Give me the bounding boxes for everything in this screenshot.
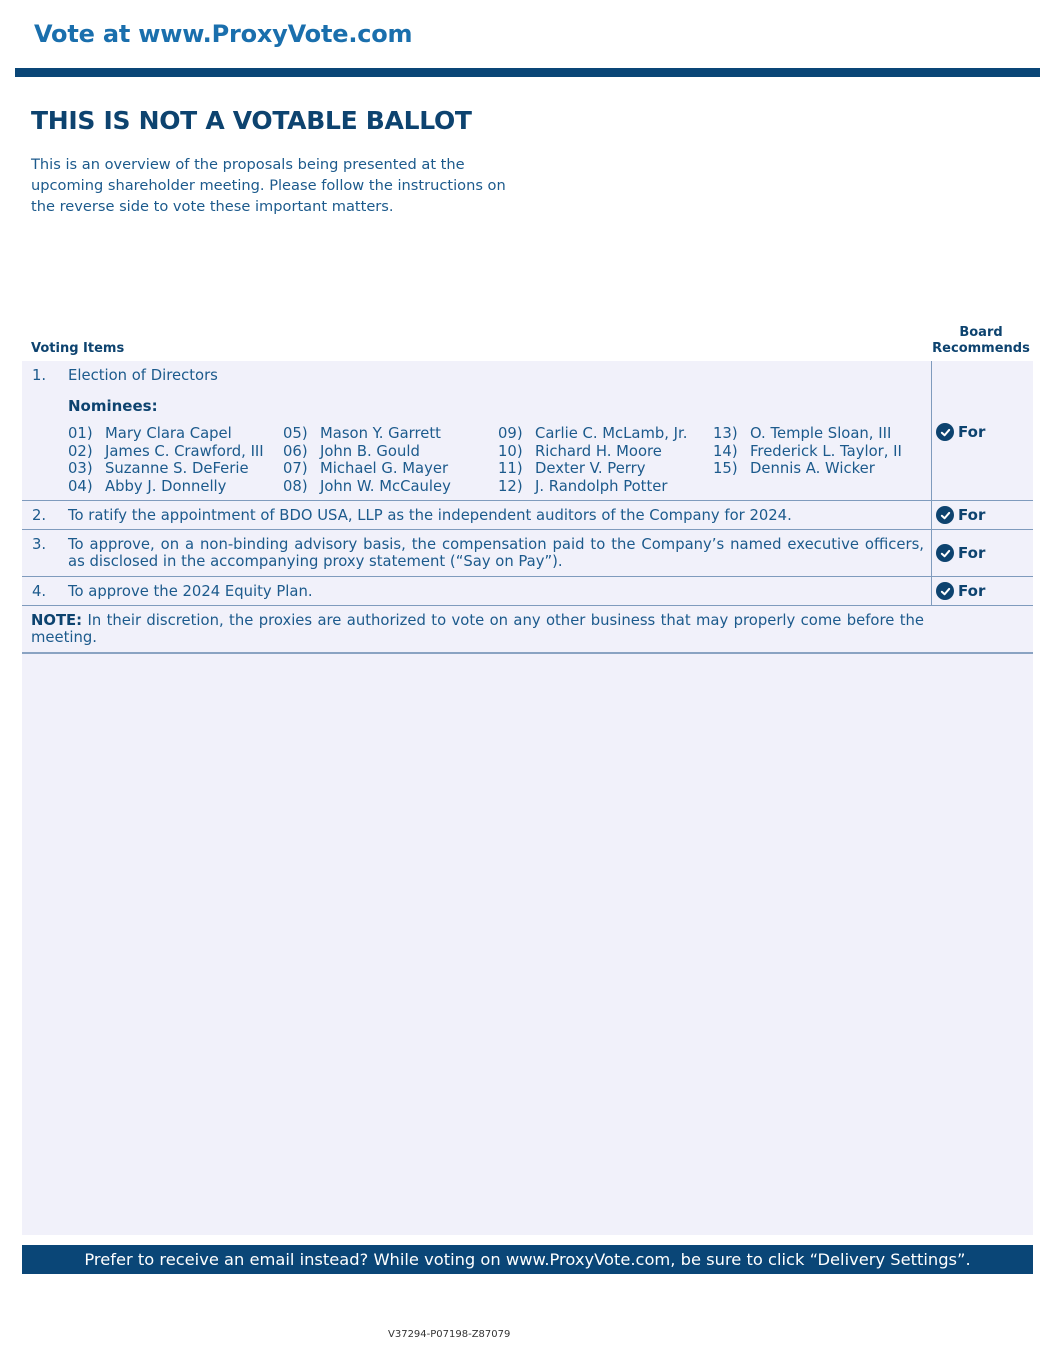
nominee-item: 14) Frederick L. Taylor, II bbox=[713, 442, 902, 460]
recommendation-label: For bbox=[958, 582, 986, 600]
proposal-text: To ratify the appointment of BDO USA, LLP as the independent auditors of the Company for 2024. bbox=[68, 507, 792, 524]
nominee-item: 05) Mason Y. Garrett bbox=[283, 425, 441, 442]
proposal-number: 4. bbox=[32, 583, 47, 600]
note-row bbox=[22, 606, 1033, 654]
nominee-item: 15) Dennis A. Wicker bbox=[713, 460, 875, 477]
nominee-item: 03) Suzanne S. DeFerie bbox=[68, 460, 249, 477]
proxyvote-link[interactable]: Vote at www.ProxyVote.com bbox=[34, 20, 413, 48]
nominee-item: 02) James C. Crawford, III bbox=[68, 442, 264, 460]
page-title: THIS IS NOT A VOTABLE BALLOT bbox=[31, 106, 472, 135]
check-circle-icon bbox=[936, 544, 954, 562]
nominee-item: 12) J. Randolph Potter bbox=[498, 477, 668, 495]
table-row-proposal-4 bbox=[22, 577, 1033, 606]
nominee-item: 09) Carlie C. McLamb, Jr. bbox=[498, 425, 688, 442]
recommendation-cell bbox=[931, 361, 1033, 500]
nominee-item: 01) Mary Clara Capel bbox=[68, 425, 232, 442]
check-circle-icon bbox=[936, 423, 954, 441]
nominee-item: 07) Michael G. Mayer bbox=[283, 460, 449, 477]
check-circle-icon bbox=[936, 582, 954, 600]
nominee-item: 11) Dexter V. Perry bbox=[498, 460, 646, 477]
table-row-proposal-3 bbox=[22, 530, 1033, 577]
nominee-item: 10) Richard H. Moore bbox=[498, 442, 662, 460]
nominees-label: Nominees: bbox=[68, 397, 158, 415]
nominee-column-3 bbox=[498, 425, 687, 495]
proposal-number: 3. bbox=[32, 536, 47, 553]
email-delivery-banner: Prefer to receive an email instead? While voting on www.ProxyVote.com, be sure to click “Delivery Settings”. bbox=[22, 1245, 1033, 1274]
recommendation-label: For bbox=[958, 423, 986, 441]
nominee-column-1 bbox=[68, 425, 264, 495]
table-row-proposal-1 bbox=[22, 361, 1033, 501]
note-text: NOTE: In their discretion, the proxies are authorized to vote on any other business that may properly come before the meeting. bbox=[31, 612, 924, 646]
recommendation-badge bbox=[936, 423, 985, 441]
board-recommends-header: Board Recommends bbox=[932, 325, 1030, 356]
proposal-number: 2. bbox=[32, 507, 47, 524]
nominee-column-4 bbox=[713, 425, 902, 478]
recommendation-badge bbox=[936, 582, 985, 600]
table-row-proposal-2 bbox=[22, 501, 1033, 530]
nominee-item: 04) Abby J. Donnelly bbox=[68, 477, 227, 495]
header-divider bbox=[15, 68, 1040, 77]
proposal-text: To approve, on a non-binding advisory basis, the compensation paid to the Company’s named executive officers, as disclosed in the accompanying proxy statement (“Say on Pay”). bbox=[68, 536, 924, 570]
intro-text: This is an overview of the proposals being presented at the upcoming shareholder meeting. Please follow the instructions on the reverse side to vote these important matters. bbox=[31, 156, 506, 215]
recommendation-cell bbox=[931, 577, 1033, 605]
check-circle-icon bbox=[936, 506, 954, 524]
nominee-item: 13) O. Temple Sloan, III bbox=[713, 425, 892, 442]
document-id: V37294-P07198-Z87079 bbox=[388, 1329, 511, 1340]
nominee-item: 08) John W. McCauley bbox=[283, 477, 451, 495]
recommendation-label: For bbox=[958, 506, 986, 524]
recommendation-badge bbox=[936, 544, 985, 562]
recommendation-badge bbox=[936, 506, 985, 524]
recommendation-cell bbox=[931, 530, 1033, 576]
recommendation-label: For bbox=[958, 544, 986, 562]
nominee-item: 06) John B. Gould bbox=[283, 442, 420, 460]
recommendation-cell bbox=[931, 501, 1033, 529]
proposal-number: 1. bbox=[32, 367, 47, 384]
voting-items-table bbox=[22, 361, 1033, 1235]
note-label: NOTE: bbox=[31, 612, 83, 629]
proposal-text: To approve the 2024 Equity Plan. bbox=[68, 583, 313, 600]
nominee-column-2 bbox=[283, 425, 451, 495]
proposal-text: Election of Directors bbox=[68, 367, 218, 384]
voting-items-header: Voting Items bbox=[31, 341, 125, 356]
